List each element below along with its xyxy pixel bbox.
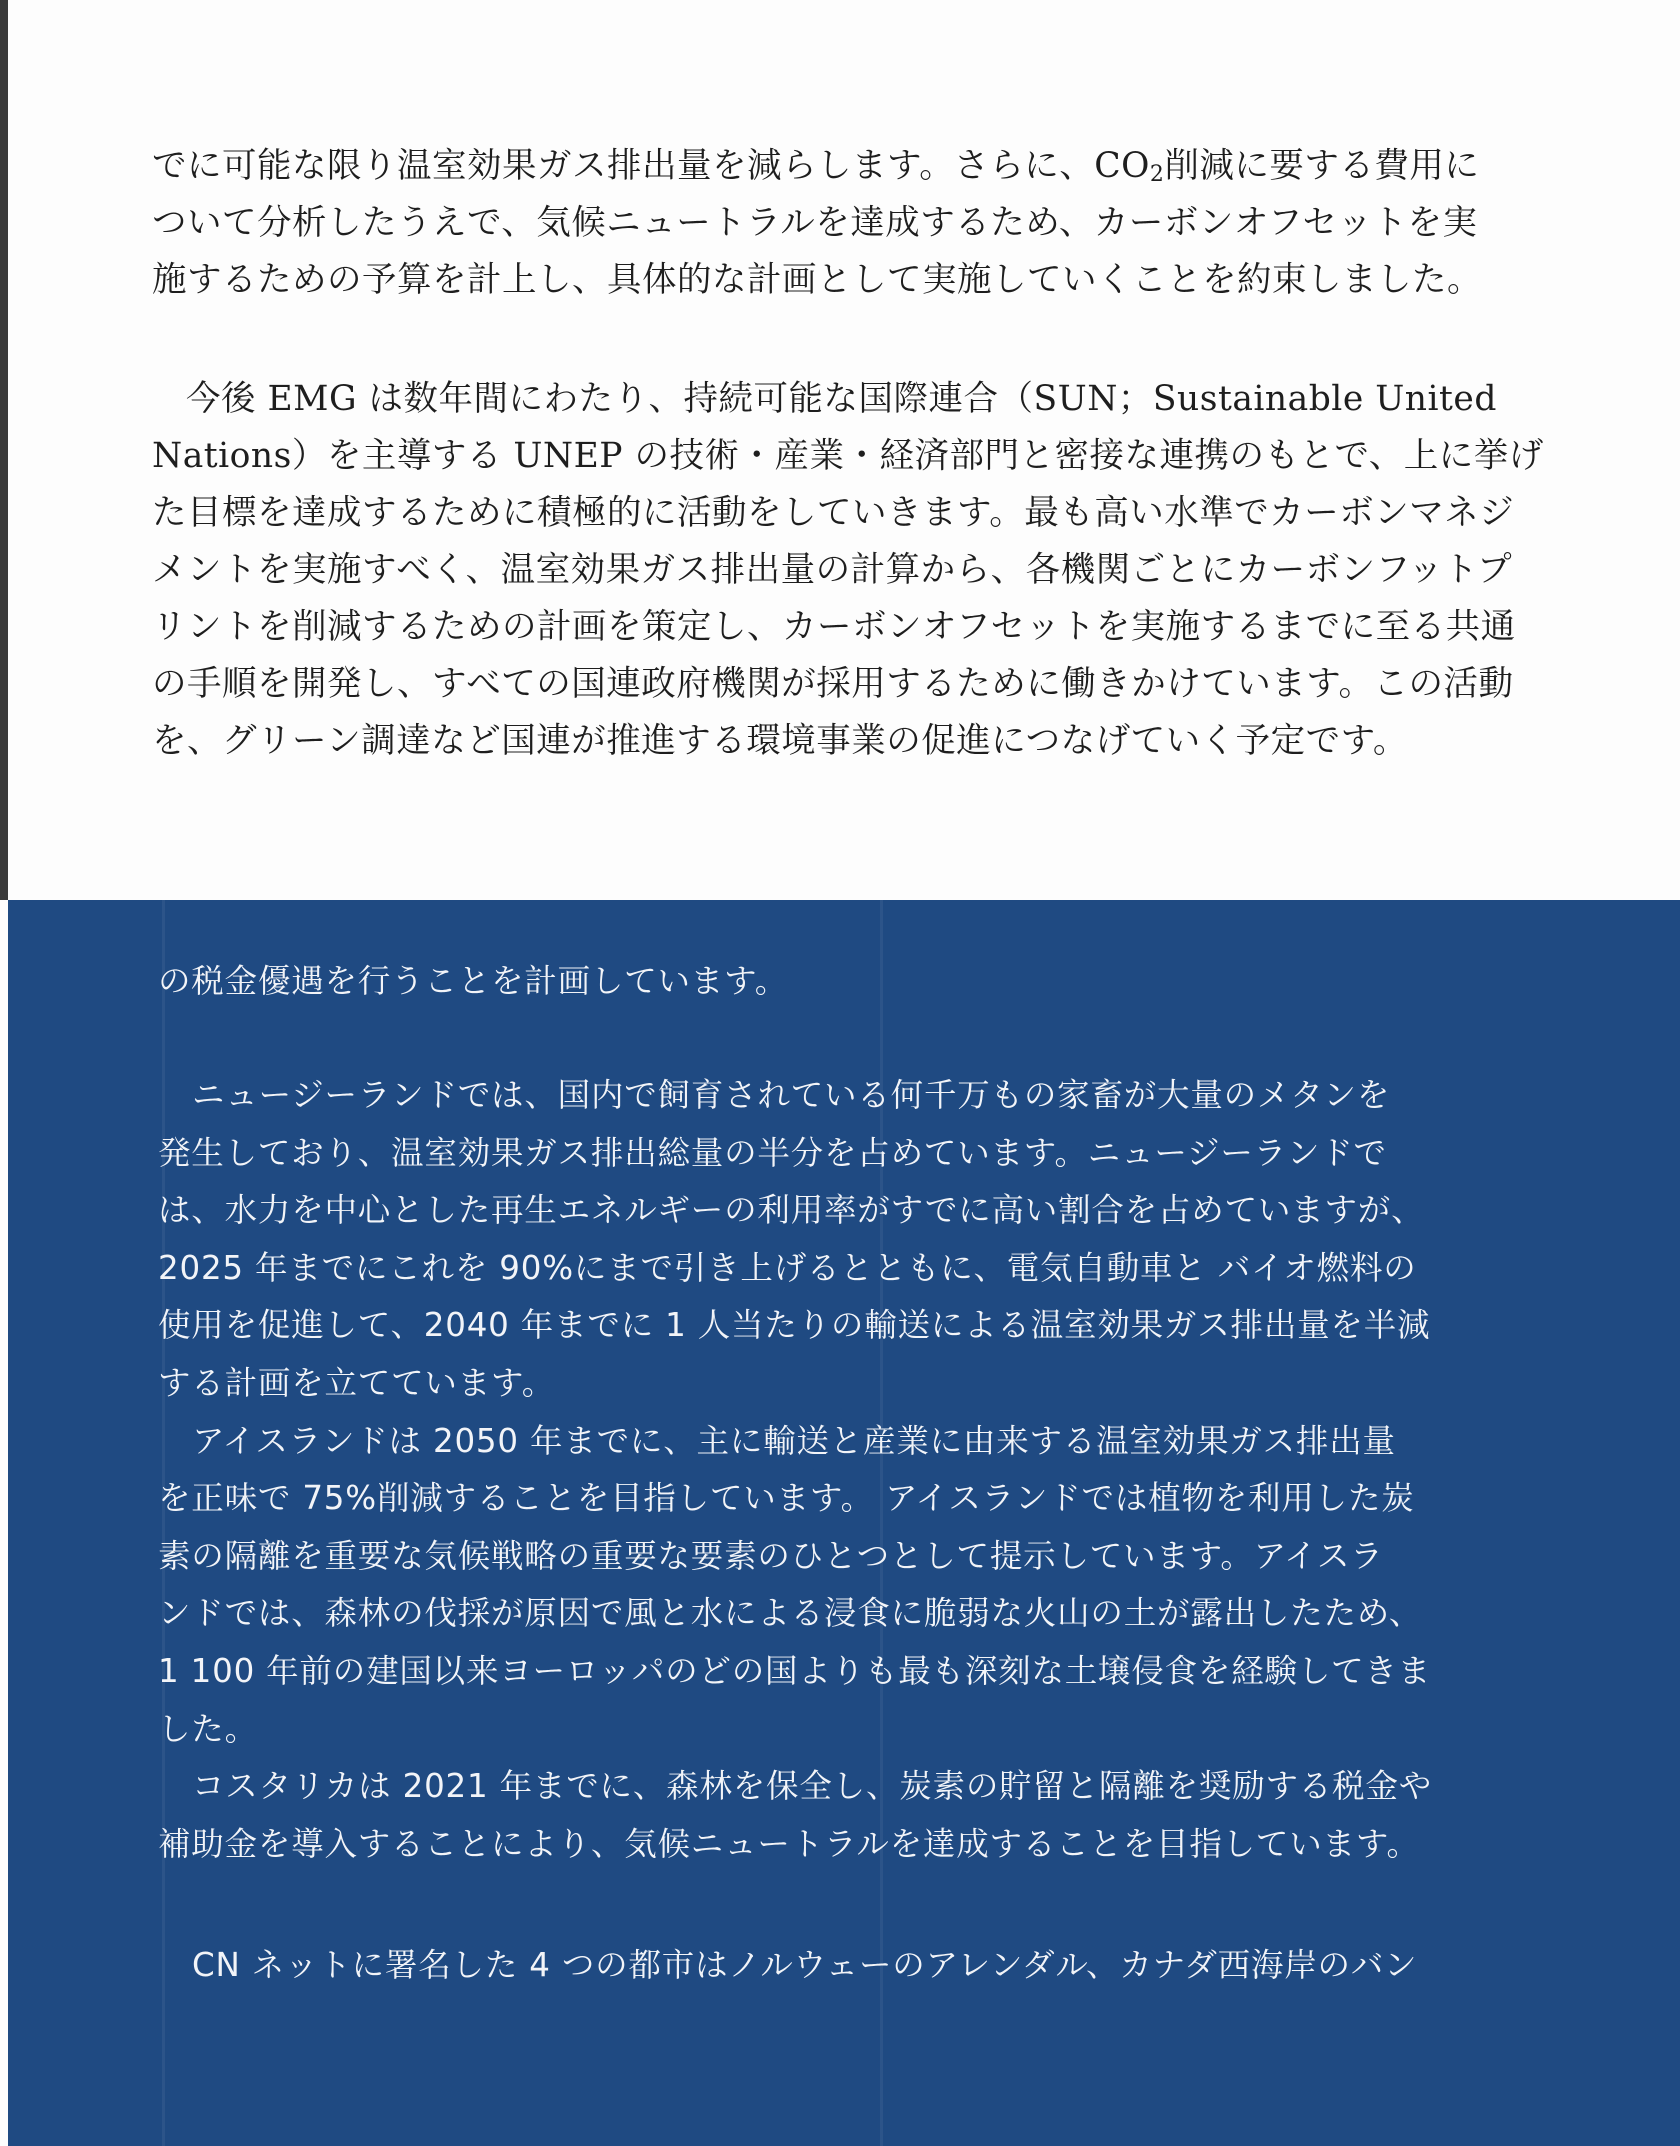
text-line: メントを実施すべく、温室効果ガス排出量の計算から、各機関ごとにカーボンフットプ (152, 550, 1513, 590)
text-line: でに可能な限り温室効果ガス排出量を減らします。さらに、$CO_2$削減に要する費用に (152, 146, 1480, 187)
text-line: 素の隔離を重要な気候戦略の重要な要素のひとつとして提示しています。アイスラ (158, 1536, 1384, 1575)
top-text-section (0, 0, 1680, 900)
text-line: 1 100 年前の建国以来ヨーロッパのどの国よりも最も深刻な土壌侵食を経験してきま (158, 1651, 1432, 1690)
paragraph-cn-net-cities (158, 1937, 1568, 1995)
scan-crease (880, 900, 883, 2146)
paragraph-tax-incentive (158, 953, 1568, 1011)
text-line: CN ネットに署名した 4 つの都市はノルウェーのアレンダル、カナダ西海岸のバン (192, 1946, 1418, 1984)
text-line: 今後 EMG は数年間にわたり、持続可能な国際連合（SUN；Sustainable United (186, 379, 1497, 419)
paragraph-carbon-offset (152, 138, 1552, 309)
text-line: した。 (158, 1709, 258, 1748)
text-line: の手順を開発し、すべての国連政府機関が採用するために働きかけています。この活動 (152, 664, 1514, 704)
text-line: は、水力を中心とした再生エネルギーの利用率がすでに高い割合を占めていますが、 (158, 1191, 1425, 1230)
text-line: アイスランドは 2050 年までに、主に輸送と産業に由来する温室効果ガス排出量 (192, 1421, 1396, 1460)
co2-subscript: 2 (1149, 162, 1165, 187)
text-line: た目標を達成するために積極的に活動をしていきます。最も高い水準でカーボンマネジ (152, 493, 1515, 533)
scan-crease (162, 900, 165, 2146)
blue-text-section (8, 900, 1680, 2146)
text-line: を、グリーン調達など国連が推進する環境事業の促進につなげていく予定です。 (152, 721, 1408, 761)
text-line: 2025 年までにこれを 90%にまで引き上げるとともに、電気自動車と バイオ燃料の (158, 1248, 1417, 1287)
text-line: 施するための予算を計上し、具体的な計画として実施していくことを約束しました。 (152, 260, 1482, 300)
page-edge-shadow (0, 0, 8, 900)
paragraph-country-examples (158, 1067, 1568, 1873)
text-line: コスタリカは 2021 年までに、森林を保全し、炭素の貯留と隔離を奨励する税金や (192, 1767, 1433, 1806)
paragraph-emg-activities (152, 371, 1552, 770)
text-line: リントを削減するための計画を策定し、カーボンオフセットを実施するまでに至る共通 (152, 607, 1516, 647)
text-line: ついて分析したうえで、気候ニュートラルを達成するため、カーボンオフセットを実 (152, 203, 1478, 243)
text-line: 使用を促進して、2040 年までに 1 人当たりの輸送による温室効果ガス排出量を半減 (158, 1306, 1431, 1345)
text-line: 補助金を導入することにより、気候ニュートラルを達成することを目指しています。 (158, 1824, 1420, 1863)
text-line: の税金優遇を行うことを計画しています。 (158, 962, 789, 1000)
text-line: を正味で 75%削減することを目指しています。 アイスランドでは植物を利用した炭 (158, 1479, 1415, 1518)
text-line: ンドでは、森林の伐採が原因で風と水による浸食に脆弱な火山の土が露出したため、 (158, 1594, 1423, 1633)
text-line: Nations）を主導する UNEP の技術・産業・経済部門と密接な連携のもとで、上に挙げ (152, 436, 1544, 476)
text-line: する計画を立てています。 (158, 1363, 556, 1402)
text-line: ニュージーランドでは、国内で飼育されている何千万もの家畜が大量のメタンを (192, 1076, 1391, 1114)
text-line: 発生しており、温室効果ガス排出総量の半分を占めています。ニュージーランドで (158, 1133, 1387, 1172)
